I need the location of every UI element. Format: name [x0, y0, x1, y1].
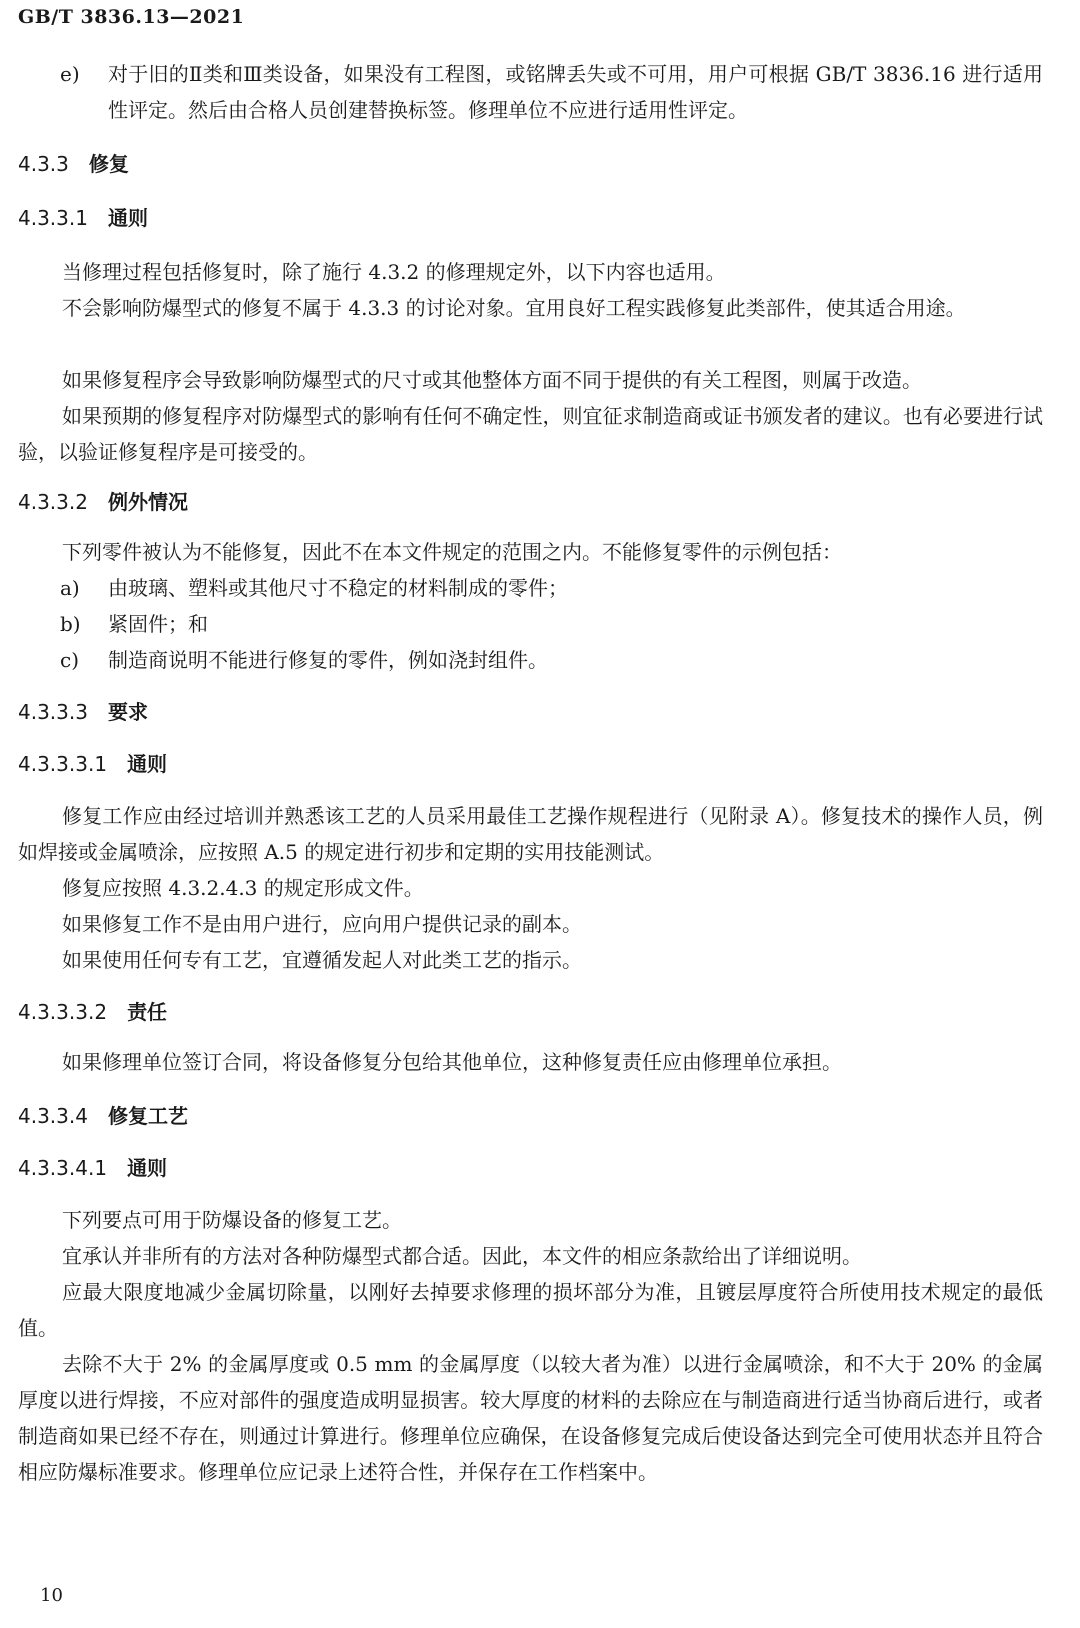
- paragraph: 如果修复程序会导致影响防爆型式的尺寸或其他整体方面不同于提供的有关工程图，则属于改造。: [62, 368, 922, 392]
- section-heading-4-3-3-3: [18, 694, 148, 730]
- paragraph: 下列零件被认为不能修复，因此不在本文件规定的范围之内。不能修复零件的示例包括：: [62, 540, 842, 564]
- section-number: 4.3.3.2: [18, 490, 88, 514]
- section-heading-4-3-3-4: [18, 1098, 188, 1134]
- paragraph: 如果使用任何专有工艺，宜遵循发起人对此类工艺的指示。: [62, 948, 582, 972]
- paragraph: 应最大限度地减少金属切除量，以刚好去掉要求修理的损坏部分为准，且镀层厚度符合所使用技术规定的最低值。: [18, 1280, 1043, 1340]
- list-text: 由玻璃、塑料或其他尺寸不稳定的材料制成的零件；: [108, 576, 568, 600]
- list-marker: e): [60, 62, 80, 86]
- paragraph: 宜承认并非所有的方法对各种防爆型式都合适。因此，本文件的相应条款给出了详细说明。: [62, 1244, 862, 1268]
- list-text: 紧固件；和: [108, 612, 208, 636]
- section-title: 修复: [88, 152, 129, 176]
- section-title: 通则: [127, 1156, 168, 1180]
- section-number: 4.3.3: [18, 152, 69, 176]
- section-title: 通则: [127, 752, 168, 776]
- paragraph: 下列要点可用于防爆设备的修复工艺。: [62, 1208, 402, 1232]
- section-heading-4-3-3-3-2: [18, 994, 167, 1030]
- paragraph: 不会影响防爆型式的修复不属于 4.3.3 的讨论对象。宜用良好工程实践修复此类部件，使其适合用途。: [62, 296, 966, 320]
- section-heading-4-3-3: [18, 146, 129, 182]
- list-text: 制造商说明不能进行修复的零件，例如浇封组件。: [108, 648, 548, 672]
- section-title: 要求: [107, 700, 148, 724]
- list-marker: a): [60, 576, 80, 600]
- section-title: 通则: [107, 206, 148, 230]
- section-title: 例外情况: [107, 490, 188, 514]
- section-heading-4-3-3-2: [18, 484, 188, 520]
- paragraph: 如果修理单位签订合同，将设备修复分包给其他单位，这种修复责任应由修理单位承担。: [62, 1050, 842, 1074]
- section-title: 责任: [127, 1000, 168, 1024]
- section-number: 4.3.3.4.1: [18, 1156, 108, 1180]
- section-heading-4-3-3-3-1: [18, 746, 167, 782]
- paragraph: 修复应按照 4.3.2.4.3 的规定形成文件。: [62, 876, 424, 900]
- list-marker: b): [60, 612, 81, 636]
- section-heading-4-3-3-4-1: [18, 1150, 167, 1186]
- section-number: 4.3.3.4: [18, 1104, 88, 1128]
- section-number: 4.3.3.3: [18, 700, 88, 724]
- section-heading-4-3-3-1: [18, 200, 148, 236]
- list-marker: c): [60, 648, 80, 672]
- paragraph: 如果预期的修复程序对防爆型式的影响有任何不确定性，则宜征求制造商或证书颁发者的建议。也有必要进行试验，以验证修复程序是可接受的。: [18, 404, 1043, 464]
- section-title: 修复工艺: [107, 1104, 188, 1128]
- section-number: 4.3.3.3.2: [18, 1000, 108, 1024]
- section-number: 4.3.3.3.1: [18, 752, 108, 776]
- page-number: 10: [40, 1585, 63, 1606]
- paragraph: 修复工作应由经过培训并熟悉该工艺的人员采用最佳工艺操作规程进行（见附录 A）。修复技术的操作人员，例如焊接或金属喷涂，应按照 A.5 的规定进行初步和定期的实用技能测试。: [18, 804, 1043, 864]
- standard-number-header: GB/T 3836.13—2021: [18, 6, 245, 28]
- list-text: 对于旧的Ⅱ类和Ⅲ类设备，如果没有工程图，或铭牌丢失或不可用，用户可根据 GB/T 3836.16 进行适用性评定。然后由合格人员创建替换标签。修理单位不应进行适用性评定。: [108, 62, 1043, 122]
- paragraph: 去除不大于 2% 的金属厚度或 0.5 mm 的金属厚度（以较大者为准）以进行金属喷涂，和不大于 20% 的金属厚度以进行焊接，不应对部件的强度造成明显损害。较大厚度的材料的去除应在与制造商进行适当协商后进行，或者制造商如果已经不存在，则通过计算进行。修理单位应确保，在设备修复完成后使设备达到完全可使用状态并且符合相应防爆标准要求。修理单位应记录上述符合性，并保存在工作档案中。: [18, 1352, 1043, 1484]
- paragraph: 如果修复工作不是由用户进行，应向用户提供记录的副本。: [62, 912, 582, 936]
- paragraph: 当修理过程包括修复时，除了施行 4.3.2 的修理规定外，以下内容也适用。: [62, 260, 726, 284]
- section-number: 4.3.3.1: [18, 206, 88, 230]
